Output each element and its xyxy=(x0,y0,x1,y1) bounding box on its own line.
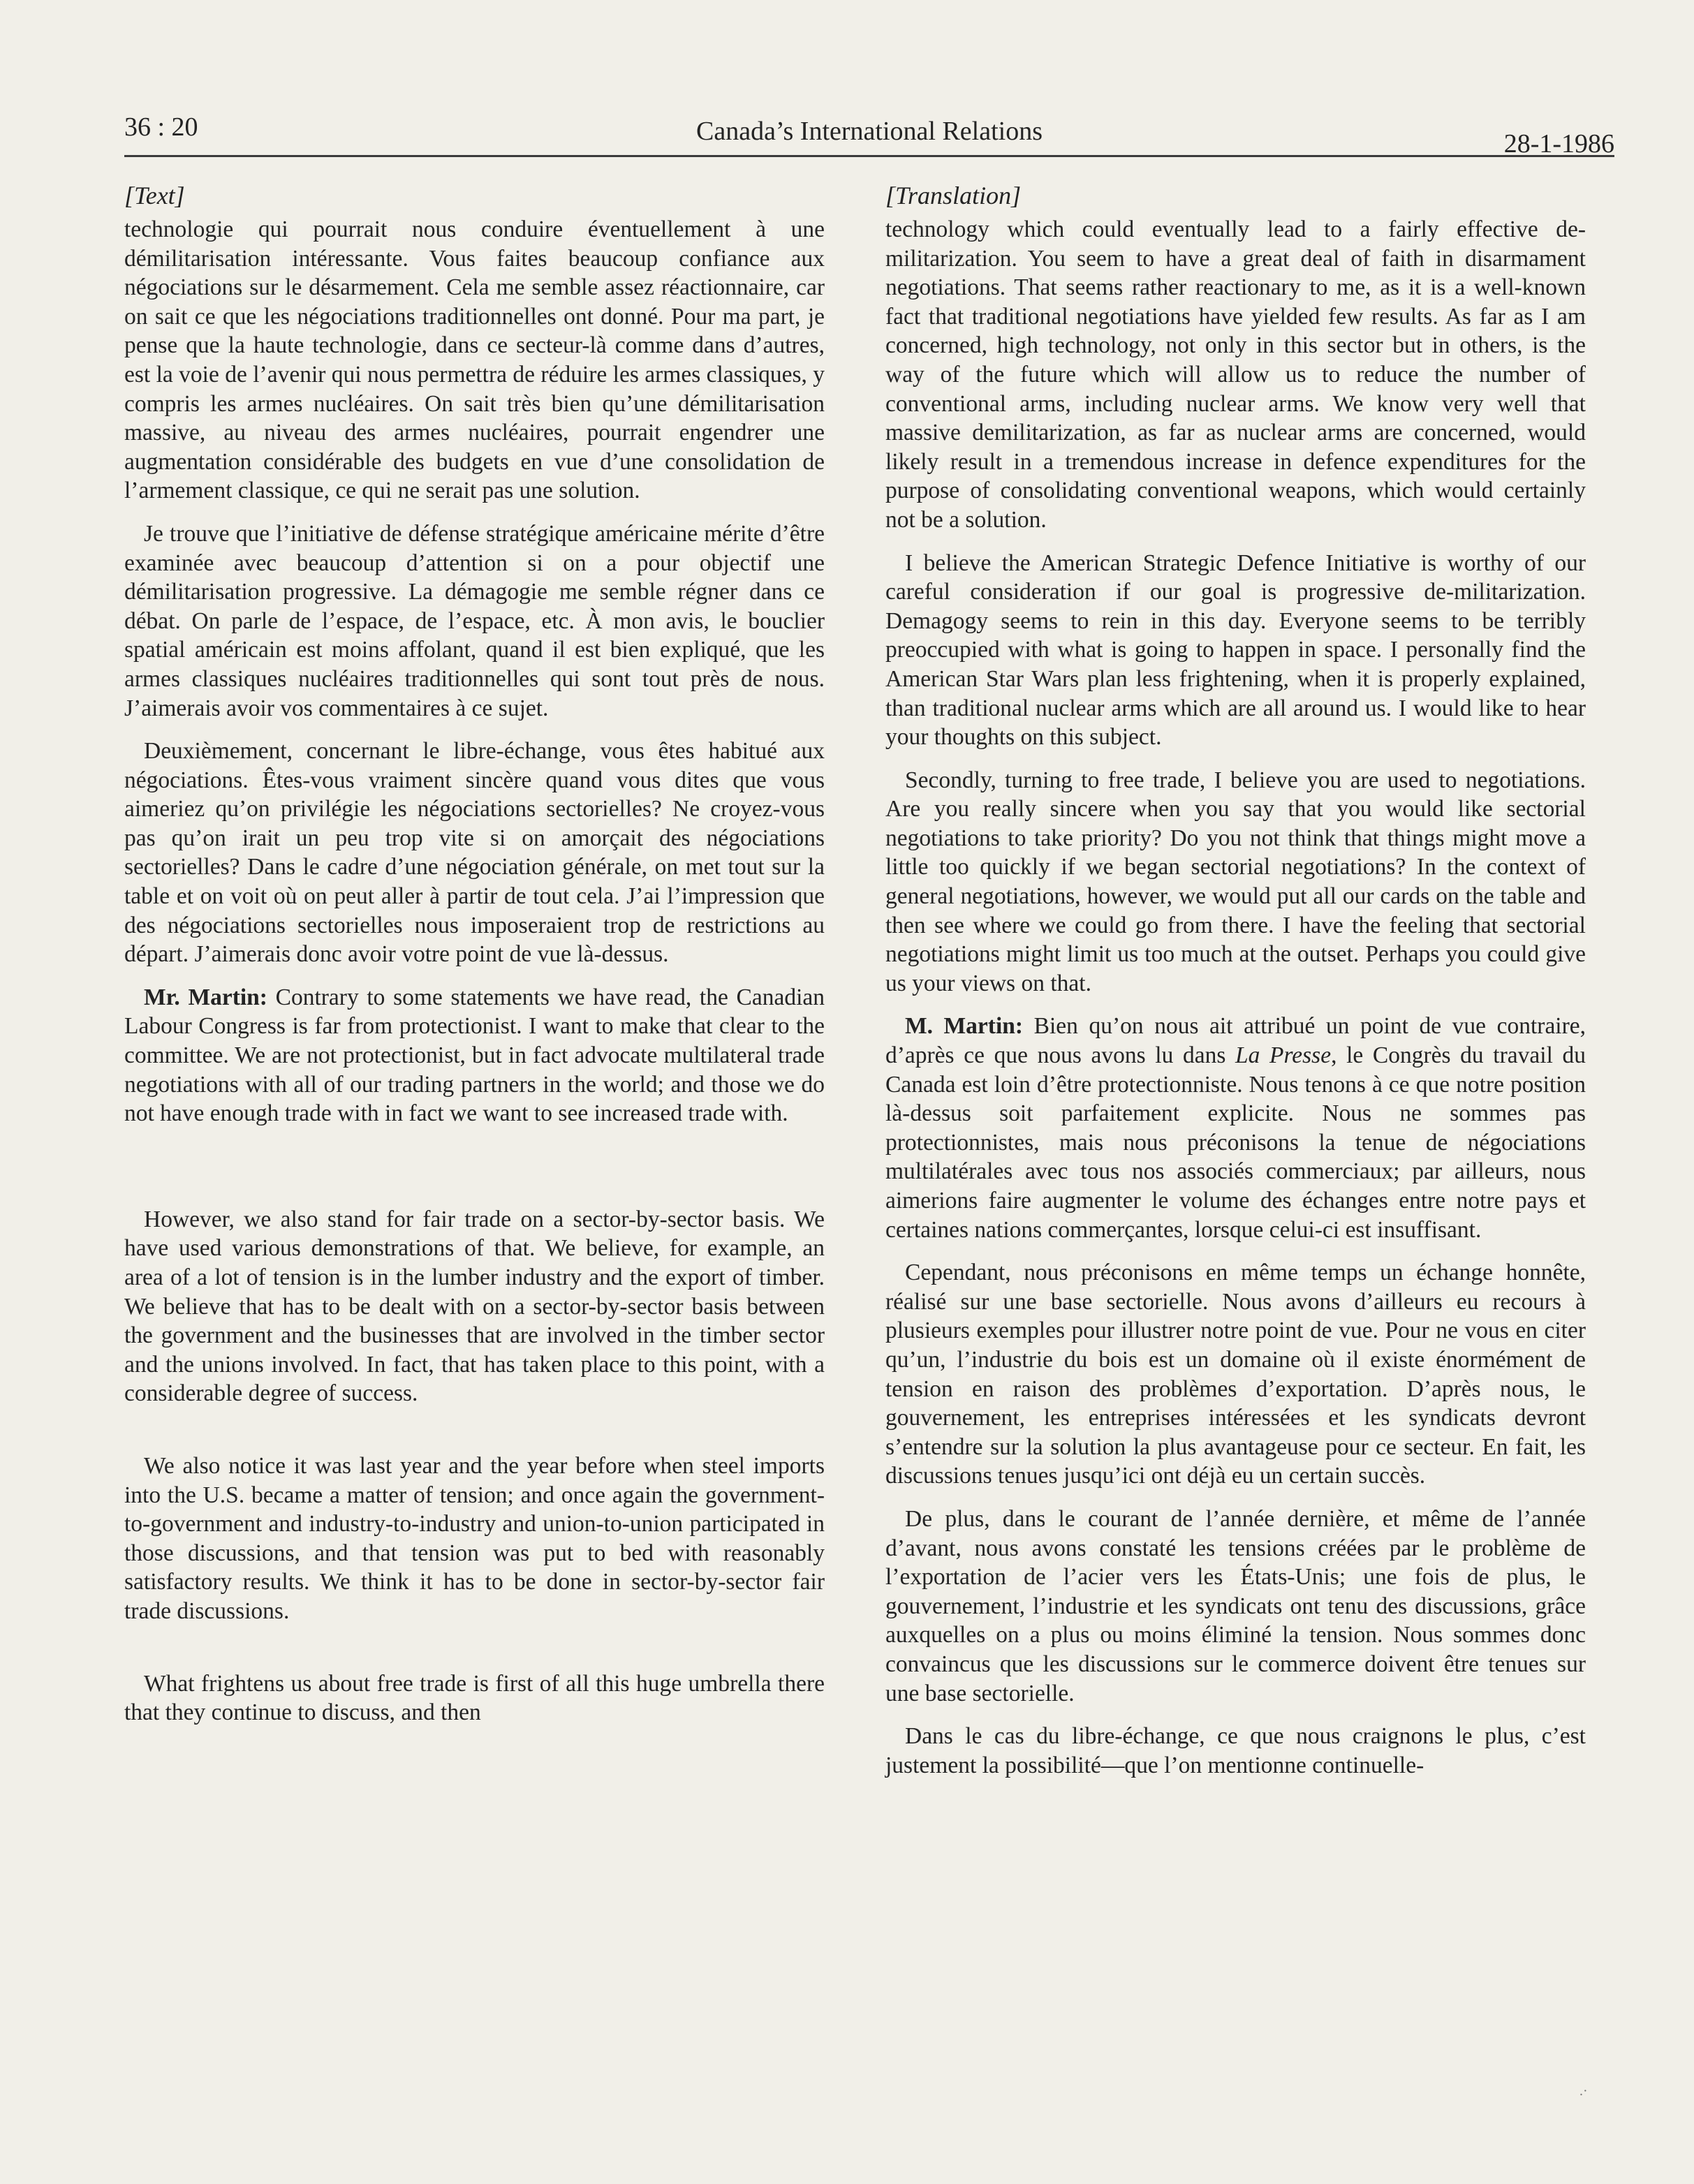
running-title: Canada’s International Relations xyxy=(696,117,1043,146)
speaker-paragraph xyxy=(124,983,825,1128)
page-header xyxy=(124,105,1614,157)
page-number: 36 : 20 xyxy=(124,112,198,142)
paragraph: We also notice it was last year and the year before when steel imports into the U.S. became a matter of tension; and once again the government-to-government and industry-to-industry and union-to-union participated in those discussions, and that tension was put to bed with reasonably satisfactory results. We think it has to be done in sector-by-sector fair trade discussions. xyxy=(124,1452,825,1624)
language-tag-text: [Text] xyxy=(124,182,185,209)
paragraph: De plus, dans le courant de l’année dernière, et même de l’année d’avant, nous avons constaté les tensions créées par le problème de l’exportation de l’acier vers les États-Unis; une fois de plus, le gouvernement, l’industrie et les syndicats ont tenu des discussions, grâce auxquelles on a plus ou moins éliminé la tension. Nous sommes donc convaincus que les discussions sur le commerce doivent être tenues sur une base sectorielle. xyxy=(885,1505,1586,1706)
speaker-name: Mr. Martin: xyxy=(144,984,267,1010)
speaker-paragraph xyxy=(885,1012,1586,1244)
scan-mark: .· xyxy=(1579,2083,1588,2099)
newspaper-title: La Presse xyxy=(1235,1042,1332,1069)
paragraph: technology which could eventually lead to a fairly effective demilitarization. You seem to have a great deal of faith in disarmament negotiations. That seems rather reactionary to me, as it is a well-known fact that traditional negotiations have yielded few results. As far as I am concerned, high technology, not only in this sector but in others, is the way of the future which will allow us to reduce the number of conventional arms, including nuclear arms. We know very well that massive demilitarization, as far as nuclear arms are concerned, would likely result in a tremendous increase in defence expenditures for the purpose of consolidating conventional weapons, which would certainly not be a solution. xyxy=(885,216,1586,533)
paragraph: technologie qui pourrait nous conduire éventuellement à une démilitarisation intéressante. Vous faites beaucoup confiance aux négociations sur le désarmement. Cela me semble assez réactionnaire, car on sait ce que les négociations traditionnelles ont donné. Pour ma part, je pense que la haute technologie, dans ce secteur-là comme dans d’autres, est la voie de l’avenir qui nous permettra de réduire les armes classiques, y compris les armes nucléaires. On sait très bien qu’une démilitarisation massive, au niveau des armes nucléaires, pourrait engendrer une augmentation considérable des budgets en vue d’une consolidation de l’armement classique, ce qui ne serait pas une solution. xyxy=(124,216,825,504)
paragraph-text: Contrary to some statements we have read, the Canadian Labour Congress is far from protectionist. I want to make that clear to the committee. We are not protectionist, but in fact advocate multilateral trade negotiations with all of our trading partners in the world; and those we do not have enough trade with in fact we want to see increased trade with. xyxy=(124,984,825,1127)
paragraph: Deuxièmement, concernant le libre-échange, vous êtes habitué aux négociations. Êtes-vous vraiment sincère quand vous dites que vous aimeriez qu’on privilégie les négociations sectorielles? Ne croyez-vous pas qu’on irait un peu trop vite si on amorçait des négociations sectorielles? Dans le cadre d’une négociation générale, on met tout sur la table et on voit où on peut aller à partir de tout cela. J’ai l’impression que des négociations sectorielles nous imposeraient trop de restrictions au départ. J’aimerais donc avoir votre point de vue là-dessus. xyxy=(124,738,825,968)
paragraph: What frightens us about free trade is first of all this huge umbrella there that they continue to discuss, and then xyxy=(124,1670,825,1726)
language-tag-translation: [Translation] xyxy=(885,182,1022,209)
paragraph: However, we also stand for fair trade on a sector-by-sector basis. We have used various demonstrations of that. We believe, for example, an area of a lot of tension is in the lumber industry and the export of timber. We believe that has to be dealt with on a sector-by-sector basis between the government and the businesses that are involved in the timber sector and the unions involved. In fact, that has taken place to this point, with a considerable degree of success. xyxy=(124,1206,825,1407)
paragraph: I believe the American Strategic Defence Initiative is worthy of our careful consideration if our goal is progressive de-militarization. Demagogy seems to rein in this day. Everyone seems to be terribly preoccupied with what is going to happen in space. I personally find the American Star Wars plan less frightening, when it is properly explained, than traditional nuclear arms which are all around us. I would like to hear your thoughts on this subject. xyxy=(885,549,1586,751)
meeting-date: 28-1-1986 xyxy=(1503,129,1614,158)
paragraph: Dans le cas du libre-échange, ce que nous craignons le plus, c’est justement la possibilité—que l’on mentionne continuelle- xyxy=(885,1723,1586,1778)
speaker-name: M. Martin: xyxy=(905,1013,1024,1040)
paragraph-text: Bien qu’on nous ait attribué un point de vue contraire, d’après ce que nous avons lu dans xyxy=(885,1013,1586,1069)
paragraph: Je trouve que l’initiative de défense stratégique américaine mérite d’être examinée avec beaucoup d’attention si on a pour objectif une démilitarisation progressive. La démagogie me semble régner dans ce débat. On parle de l’espace, de l’espace, etc. À mon avis, le bouclier spatial américain est moins affolant, quand il est bien expliqué, que les armes classiques nucléaires traditionnelles qui sont tout près de nous. J’aimerais avoir vos commentaires à ce sujet. xyxy=(124,520,825,721)
paragraph: Cependant, nous préconisons en même temps un échange honnête, réalisé sur une base sectorielle. Nous avons d’ailleurs eu recours à plusieurs exemples pour illustrer notre point de vue. Pour ne vous en citer qu’un, l’industrie du bois est un domaine où il existe énormément de tension en raison des problèmes d’exportation. D’après nous, le gouvernement, les entreprises intéressées et les syndicats devront s’entendre sur la solution la plus avantageuse pour ce secteur. En fait, les discussions tenues jusqu’ici ont déjà eu un certain succès. xyxy=(885,1260,1586,1489)
left-column-french-text xyxy=(124,180,825,1741)
paragraph: Secondly, turning to free trade, I believe you are used to negotiations. Are you really sincere when you say that you would like sectorial negotiations to take priority? Do you not think that things might move a little too quickly if we began sectorial negotiations? In the context of general negotiations, however, we would put all our cards on the table and then see where we could go from there. I have the feeling that sectorial negotiations might limit us too much at the outset. Perhaps you could give us your views on that. xyxy=(885,767,1586,996)
paragraph-text: , le Congrès du travail du Canada est loin d’être protectionniste. Nous tenons à ce que notre position là-dessus soit parfaitement explicite. Nous ne sommes pas protectionnistes, mais nous préconisons la tenue de négociations multilatérales avec tous nos associés commerciaux; par ailleurs, nous aimerions faire augmenter le volume des échanges entre notre pays et certaines nations commerçantes, lorsque celui-ci est insuffisant. xyxy=(885,1042,1586,1243)
right-column-translation xyxy=(885,180,1586,1794)
